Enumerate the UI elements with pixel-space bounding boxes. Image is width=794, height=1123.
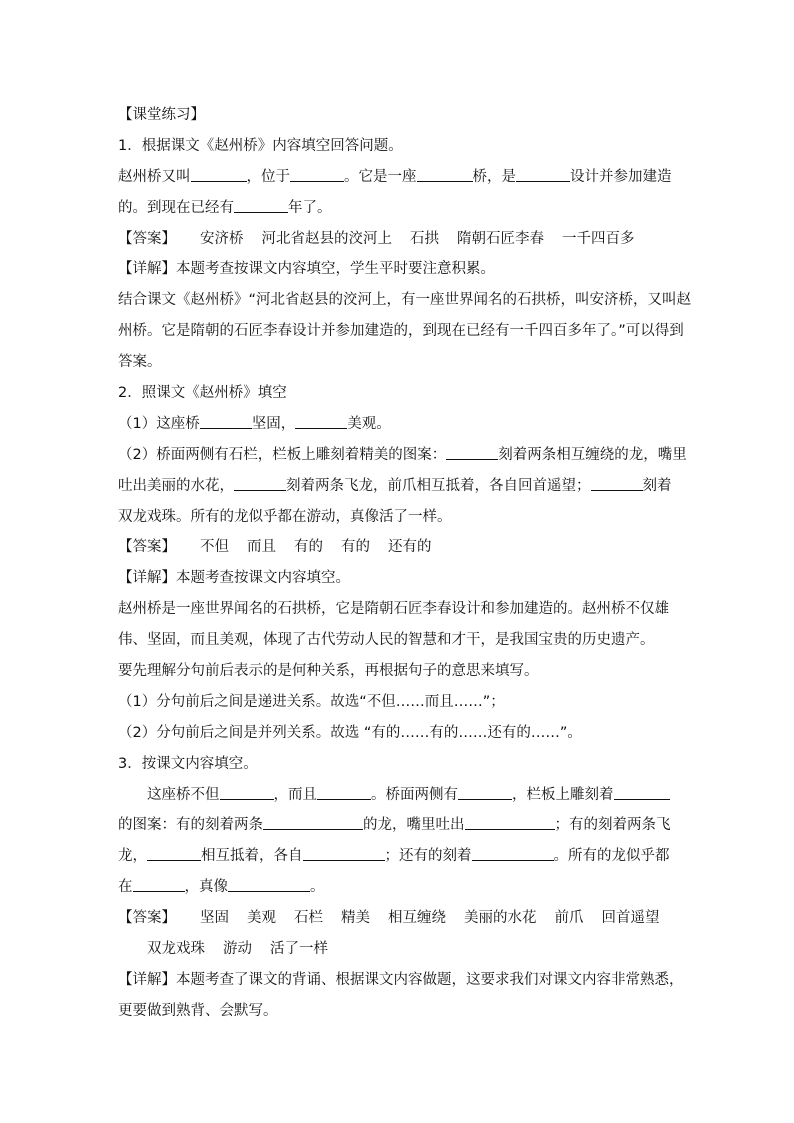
- answer-item: 石拱: [410, 230, 439, 247]
- answer-blank[interactable]: [303, 843, 385, 861]
- answer-item: 而且: [247, 539, 276, 556]
- answer-blank[interactable]: [234, 473, 286, 491]
- text: ，而且: [273, 786, 317, 803]
- text: 这座桥不但: [147, 786, 220, 803]
- answer-blank[interactable]: [591, 473, 643, 491]
- answer-blank[interactable]: [191, 164, 247, 182]
- detail-text: 本题考查了课文的背诵、根据课文内容做题，这要求我们对课文内容非常熟悉，: [176, 971, 684, 988]
- explanation-line: （1）分句前后之间是递进关系。故选“不但……而且……”；: [118, 693, 505, 710]
- answer-item: 不但: [200, 539, 229, 556]
- question-2-line-3: [118, 471, 678, 502]
- text: ，位于: [246, 168, 290, 185]
- question-1-line-1: [118, 162, 678, 193]
- text: 的。到现在已经有: [118, 199, 234, 216]
- text: 桥，是: [472, 168, 516, 185]
- explanation-line: 更要做到熟背、会默写。: [118, 1002, 278, 1019]
- answer-item: 回首遥望: [601, 910, 660, 927]
- text: ；还有的刻着: [384, 848, 472, 865]
- explanation-line: 州桥。它是隋朝的石匠李春设计并参加建造的，到现在已经有一千四百多年了。”可以得到: [118, 323, 684, 340]
- answer-blank[interactable]: [458, 782, 512, 800]
- text: 。桥面两侧有: [371, 786, 458, 803]
- answer-item: 河北省赵县的洨河上: [261, 230, 392, 247]
- answer-item: 有的: [294, 539, 323, 556]
- question-3-answer: [118, 903, 678, 934]
- answer-blank[interactable]: [133, 874, 185, 892]
- text: 在: [118, 879, 133, 896]
- answer-blank[interactable]: [472, 843, 554, 861]
- text: ，栏板上雕刻着: [512, 786, 614, 803]
- answer-blank[interactable]: [220, 782, 274, 800]
- text: 相互抵着，各自: [201, 848, 303, 865]
- answer-blank[interactable]: [263, 812, 363, 830]
- text: 年了。: [288, 199, 332, 216]
- detail-text: 本题考查按课文内容填空。: [176, 570, 350, 587]
- question-1-title: 1．根据课文《赵州桥》内容填空回答问题。: [118, 137, 403, 154]
- explanation-line: 答案。: [118, 354, 162, 371]
- text: 刻着两条飞龙，前爪相互抵着，各自回首遥望；: [286, 477, 591, 494]
- question-1-detail: [118, 254, 678, 285]
- answer-blank[interactable]: [228, 874, 310, 892]
- question-2-answer: [118, 532, 678, 563]
- text: （1）这座桥: [118, 415, 200, 432]
- answer-item: 一千四百多: [562, 230, 635, 247]
- explanation-line: 伟、坚固，而且美观，体现了古代劳动人民的智慧和才干，是我国宝贵的历史遗产。: [118, 632, 655, 649]
- question-1-line-2: [118, 193, 678, 224]
- question-3-detail: [118, 965, 684, 996]
- question-2-line-4: 双龙戏珠。所有的龙似乎都在游动，真像活了一样。: [118, 508, 452, 525]
- answer-blank[interactable]: [446, 442, 498, 460]
- answer-item: 石栏: [294, 910, 323, 927]
- answer-blank[interactable]: [417, 164, 473, 182]
- detail-label: 【详解】: [118, 570, 176, 587]
- answer-item: 游动: [223, 941, 252, 958]
- detail-label: 【详解】: [118, 971, 176, 988]
- question-2-line-2: [118, 440, 687, 471]
- question-1-answer: [118, 224, 678, 255]
- question-3-title: 3．按课文内容填空。: [118, 755, 258, 772]
- question-3-line-3: [118, 841, 678, 872]
- document-body: [118, 100, 692, 1027]
- answer-label: 【答案】: [118, 539, 176, 556]
- answer-item: 还有的: [388, 539, 432, 556]
- answer-blank[interactable]: [147, 843, 201, 861]
- section-heading: 【课堂练习】: [118, 107, 205, 123]
- question-3-line-2: [118, 810, 678, 841]
- text: 龙，: [118, 848, 147, 865]
- answer-item: 前爪: [554, 910, 584, 927]
- answer-item: 双龙戏珠: [147, 941, 205, 958]
- answer-blank[interactable]: [200, 411, 252, 429]
- text: 吐出美丽的水花，: [118, 477, 234, 494]
- text: 。它是一座: [344, 168, 417, 185]
- text: 。所有的龙似乎都: [553, 848, 670, 865]
- question-3-line-4: [118, 872, 678, 903]
- question-2-detail: [118, 563, 678, 594]
- explanation-line: 要先理解分句前后表示的是何种关系，再根据句子的意思来填写。: [118, 663, 539, 680]
- answer-blank[interactable]: [290, 164, 344, 182]
- explanation-line: （2）分句前后之间是并列关系。故选 “有的……有的……还有的……”。: [118, 724, 582, 741]
- question-3-answer-continued: [118, 934, 678, 965]
- explanation-line: 赵州桥是一座世界闻名的石拱桥，它是隋朝石匠李春设计和参加建造的。赵州桥不仅雄: [118, 601, 669, 618]
- question-3-line-1: [118, 780, 678, 811]
- answer-label: 【答案】: [118, 230, 176, 247]
- answer-blank[interactable]: [234, 195, 288, 213]
- text: ；有的刻着两条飞: [554, 817, 671, 834]
- text: 设计并参加建造: [570, 168, 672, 185]
- question-2-title: 2．照课文《赵州桥》填空: [118, 385, 287, 402]
- answer-blank[interactable]: [317, 782, 371, 800]
- answer-blank[interactable]: [516, 164, 570, 182]
- text: 赵州桥又叫: [118, 168, 191, 185]
- answer-item: 美观: [247, 910, 276, 927]
- answer-item: 精美: [341, 910, 370, 927]
- text: ，真像: [184, 879, 228, 896]
- text: 刻着两条相互缠绕的龙，嘴里: [498, 446, 687, 463]
- answer-item: 相互缠绕: [388, 910, 446, 927]
- text: 美观。: [347, 415, 391, 432]
- detail-text: 本题考查按课文内容填空，学生平时要注意积累。: [176, 261, 495, 278]
- text: （2）桥面两侧有石栏，栏板上雕刻着精美的图案：: [118, 446, 447, 463]
- explanation-line: 结合课文《赵州桥》“河北省赵县的洨河上，有一座世界闻名的石拱桥，叫安济桥，又叫赵: [118, 292, 692, 309]
- answer-blank[interactable]: [614, 782, 670, 800]
- question-2-line-1: [118, 409, 678, 440]
- answer-item: 有的: [341, 539, 370, 556]
- detail-label: 【详解】: [118, 261, 176, 278]
- text: 刻着: [642, 477, 672, 494]
- answer-item: 活了一样: [270, 941, 328, 958]
- text: 。: [310, 879, 325, 896]
- answer-label: 【答案】: [118, 910, 176, 927]
- answer-item: 坚固: [200, 910, 229, 927]
- answer-item: 美丽的水花: [464, 910, 537, 927]
- answer-item: 安济桥: [200, 230, 244, 247]
- text: 的龙，嘴里吐出: [363, 817, 465, 834]
- text: 的图案：有的刻着两条: [118, 817, 263, 834]
- answer-blank[interactable]: [465, 812, 555, 830]
- answer-blank[interactable]: [295, 411, 347, 429]
- text: 坚固，: [251, 415, 296, 432]
- answer-item: 隋朝石匠李春: [457, 230, 544, 247]
